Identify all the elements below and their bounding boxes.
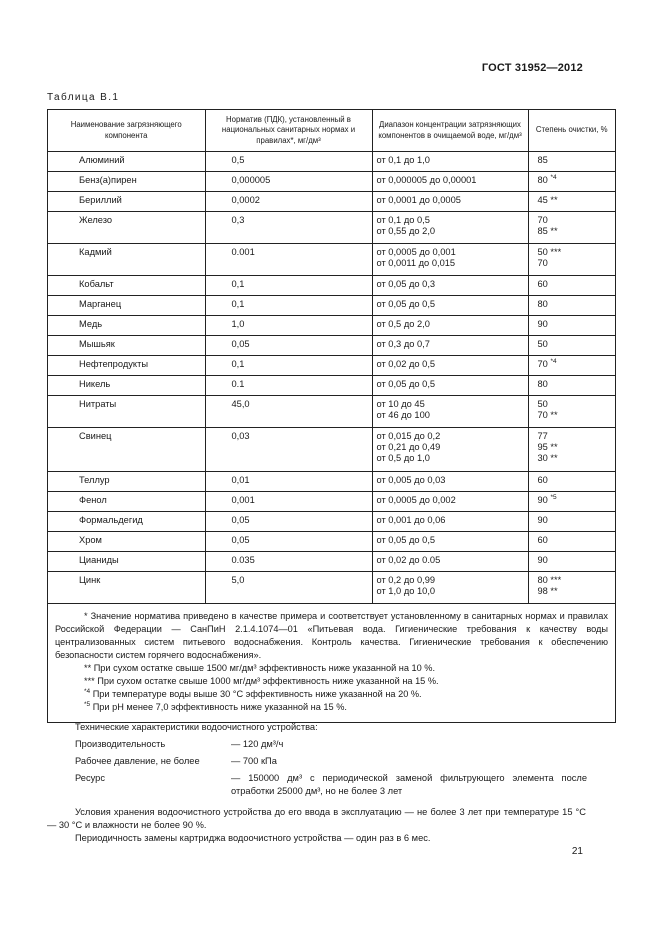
table-row [48,552,615,572]
footnote-mark: *5 [550,493,557,501]
cell-efficiency [528,472,615,492]
cell-range-text: от 0,005 до 0,03 [376,475,446,485]
tech-specs [75,721,587,798]
note-main: * Значение норматива приведено в качестве примера и соответствует установленному в санитарных нормах и правилах Российской Федерации — СанПиН 2.1.4.1074—01 «Питьевая вода. Гигиенические требования к качеству воды централизованных систем питьевого водоснабжения. Контроль качества. Гигиенические требования к обеспечению безопасности систем горячего водоснабжения». [55,611,608,660]
cell-component-name [48,552,205,572]
cell-efficiency [528,316,615,336]
cell-norm-text: 0,000005 [231,175,271,185]
cell-efficiency-text: 70 [537,359,548,369]
cell-efficiency [528,376,615,396]
cell-range-text: от 0,05 до 0,5 [376,535,436,545]
note-5 [55,701,608,714]
cell-efficiency-text: 60 [537,279,548,289]
replacement-paragraph: Периодичность замены картриджа водоочистного устройства — один раз в 6 мес. [75,833,431,844]
cell-range-text: от 0,0001 до 0,0005 [376,195,461,205]
cell-norm-text: 0,5 [231,155,245,165]
cell-component-name-text: Бериллий [79,195,122,205]
cell-norm-text: 0.1 [231,379,245,389]
cell-range [372,472,528,492]
table-row [48,212,615,244]
cell-range [372,376,528,396]
cell-range [372,552,528,572]
note-5-mark: *5 [84,700,91,708]
note-4-text: При температуре воды выше 30 °С эффективность ниже указанной на 20 %. [90,689,422,699]
cell-norm [205,212,372,244]
column-header-efficiency: Степень очистки, % [528,110,615,152]
cell-efficiency [528,572,615,604]
page-number: 21 [571,846,583,857]
cell-norm [205,244,372,276]
cell-efficiency [528,396,615,428]
cell-norm [205,376,372,396]
cell-range [372,336,528,356]
cell-range [372,356,528,376]
cell-efficiency-text: 90 [537,515,548,525]
cell-norm [205,512,372,532]
cell-norm-text: 0,3 [231,215,245,225]
cell-norm-text: 0,0002 [231,195,260,205]
cell-range [372,244,528,276]
tech-specs-title: Технические характеристики водоочистного устройства: [75,722,318,732]
table-row [48,396,615,428]
cell-efficiency [528,172,615,192]
cell-component-name [48,172,205,192]
cell-norm [205,472,372,492]
cell-norm [205,356,372,376]
cell-component-name-text: Цианиды [79,555,119,565]
cell-range-text: от 0,05 до 0,5 [376,379,436,389]
cell-efficiency-text: 70 85 ** [537,215,558,236]
cell-component-name [48,376,205,396]
spec-label: Производительность [75,739,166,749]
cell-component-name [48,532,205,552]
cell-component-name [48,428,205,472]
cell-efficiency [528,212,615,244]
cell-range-text: от 0,3 до 0,7 [376,339,430,349]
cell-efficiency-text: 90 [537,495,548,505]
cell-range [372,512,528,532]
cell-component-name [48,572,205,604]
cell-norm-text: 0,05 [231,339,250,349]
cell-component-name-text: Нитраты [79,399,117,409]
cell-norm [205,552,372,572]
cell-efficiency [528,336,615,356]
cell-efficiency-text: 80 [537,299,548,309]
cell-efficiency-text: 80 *** 98 ** [537,575,562,596]
cell-norm-text: 45,0 [231,399,250,409]
column-header-component: Наименование загрязняющего компонента [48,110,205,152]
cell-norm [205,492,372,512]
column-header-norm: Норматив (ПДК), установленный в национальных санитарных нормах и правилах*, мг/дм³ [205,110,372,152]
cell-component-name-text: Нефтепродукты [79,359,149,369]
table-notes [48,603,615,722]
table-header-row [48,110,615,152]
cell-component-name [48,212,205,244]
cell-norm [205,396,372,428]
cell-component-name-text: Марганец [79,299,122,309]
note-4-mark: *4 [84,687,91,695]
cell-component-name-text: Цинк [79,575,101,585]
cell-norm-text: 0,1 [231,359,245,369]
cell-range [372,532,528,552]
cell-component-name-text: Теллур [79,475,110,485]
cell-component-name-text: Фенол [79,495,107,505]
cell-range-text: от 0,02 до 0,5 [376,359,436,369]
cell-range-text: от 0,05 до 0,3 [376,279,436,289]
cell-range [372,212,528,244]
data-table [47,109,616,723]
cell-norm-text: 0.035 [231,555,255,565]
cell-norm [205,152,372,172]
cell-norm-text: 0,01 [231,475,250,485]
cell-norm-text: 0,03 [231,431,250,441]
cell-range [372,172,528,192]
cell-efficiency [528,296,615,316]
cell-range [372,316,528,336]
table-row [48,572,615,604]
table-row [48,244,615,276]
cell-range [372,492,528,512]
cell-component-name-text: Кобальт [79,279,114,289]
cell-norm [205,336,372,356]
table-row [48,512,615,532]
cell-norm-text: 0.001 [231,247,255,257]
cell-efficiency [528,552,615,572]
cell-efficiency-text: 50 70 ** [537,399,558,420]
cell-efficiency-text: 45 ** [537,195,558,205]
cell-range [372,396,528,428]
cell-component-name-text: Кадмий [79,247,112,257]
cell-component-name [48,396,205,428]
cell-efficiency [528,152,615,172]
cell-efficiency [528,428,615,472]
cell-component-name-text: Алюминий [79,155,125,165]
table-row [48,492,615,512]
cell-norm-text: 0,05 [231,535,250,545]
spec-row-resource [75,772,587,798]
cell-efficiency [528,244,615,276]
cell-component-name-text: Никель [79,379,111,389]
cell-efficiency [528,532,615,552]
spec-row-pressure [75,755,587,768]
cell-efficiency [528,356,615,376]
note-3: *** При сухом остатке свыше 1000 мг/дм³ эффективность ниже указанной на 15 %. [84,676,439,686]
cell-efficiency [528,512,615,532]
column-header-range: Диапазон концентрации затрязняющих компонентов в очищаемой воде, мг/дм³ [372,110,528,152]
spec-label: Ресурс [75,773,105,783]
cell-component-name [48,192,205,212]
cell-component-name-text: Формальдегид [79,515,143,525]
cell-efficiency [528,492,615,512]
note-5-text: При pH менее 7,0 эффективность ниже указанной на 15 %. [90,702,347,712]
table-row [48,428,615,472]
cell-norm-text: 0,1 [231,299,245,309]
cell-range-text: от 10 до 45 от 46 до 100 [376,399,430,420]
cell-component-name [48,472,205,492]
cell-efficiency-text: 60 [537,535,548,545]
cell-range [372,152,528,172]
cell-range-text: от 0,02 до 0.05 [376,555,441,565]
cell-norm-text: 0,05 [231,515,250,525]
cell-norm-text: 0,001 [231,495,255,505]
cell-norm [205,296,372,316]
cell-range-text: от 0,0005 до 0,001 от 0,0011 до 0,015 [376,247,456,268]
cell-component-name-text: Мышьяк [79,339,115,349]
cell-efficiency [528,276,615,296]
cell-component-name [48,316,205,336]
cell-component-name-text: Железо [79,215,113,225]
cell-component-name [48,244,205,276]
table-row [48,316,615,336]
cell-norm [205,172,372,192]
cell-range-text: от 0,5 до 2,0 [376,319,430,329]
cell-component-name [48,356,205,376]
cell-range-text: от 0,001 до 0,06 [376,515,446,525]
cell-component-name-text: Бенз(а)пирен [79,175,137,185]
table-row [48,192,615,212]
cell-component-name [48,296,205,316]
cell-norm-text: 0,1 [231,279,245,289]
cell-efficiency-text: 50 *** 70 [537,247,562,268]
cell-component-name [48,336,205,356]
cell-range-text: от 0,1 до 0,5 от 0,55 до 2,0 [376,215,436,236]
cell-norm [205,572,372,604]
cell-range-text: от 0,1 до 1,0 [376,155,430,165]
cell-range-text: от 0,2 до 0,99 от 1,0 до 10,0 [376,575,436,596]
cell-range-text: от 0,0005 до 0,002 [376,495,456,505]
cell-range [372,428,528,472]
cell-norm-text: 5,0 [231,575,245,585]
cell-efficiency [528,192,615,212]
cell-range [372,572,528,604]
cell-component-name [48,152,205,172]
cell-efficiency-text: 50 [537,339,548,349]
cell-norm [205,316,372,336]
table-row [48,296,615,316]
cell-efficiency-text: 77 95 ** 30 ** [537,431,558,463]
cell-norm [205,192,372,212]
note-2: ** При сухом остатке свыше 1500 мг/дм³ эффективность ниже указанной на 10 %. [84,663,435,673]
footnote-mark: *4 [550,357,557,365]
cell-norm [205,276,372,296]
cell-efficiency-text: 85 [537,155,548,165]
cell-efficiency-text: 60 [537,475,548,485]
cell-range-text: от 0,015 до 0,2 от 0,21 до 0,49 от 0,5 до 1,0 [376,431,441,463]
spec-value: — 120 дм³/ч [231,739,284,749]
cell-component-name-text: Хром [79,535,102,545]
cell-component-name-text: Свинец [79,431,112,441]
footnote-mark: *4 [550,173,557,181]
table-row [48,276,615,296]
cell-norm [205,428,372,472]
cell-component-name [48,512,205,532]
cell-norm [205,532,372,552]
table-row [48,376,615,396]
table-row [48,172,615,192]
cell-component-name [48,492,205,512]
table-row [48,472,615,492]
table-row [48,532,615,552]
storage-conditions-paragraph: Условия хранения водоочистного устройства до его ввода в эксплуатацию — не более 3 лет при температуре 15 °С — 30 °С и влажности не более 90 %. [47,807,586,831]
table-row [48,356,615,376]
table-row [48,336,615,356]
spec-label: Рабочее давление, не более [75,756,200,766]
table-row [48,152,615,172]
document-code: ГОСТ 31952—2012 [481,62,583,74]
cell-component-name-text: Медь [79,319,103,329]
spec-row-capacity [75,738,587,751]
cell-range [372,276,528,296]
cell-range [372,192,528,212]
cell-range-text: от 0,000005 до 0,00001 [376,175,477,185]
note-4 [55,688,608,701]
spec-value: — 150000 дм³ с периодической заменой фильтрующего элемента после отработки 25000 дм³, но не более 3 лет [231,773,587,796]
cell-efficiency-text: 90 [537,319,548,329]
table-title: Таблица В.1 [47,92,120,103]
spec-value: — 700 кПа [231,756,277,766]
cell-norm-text: 1,0 [231,319,245,329]
cell-efficiency-text: 90 [537,555,548,565]
cell-efficiency-text: 80 [537,379,548,389]
table-body [48,152,615,604]
cell-efficiency-text: 80 [537,175,548,185]
cell-component-name [48,276,205,296]
cell-range-text: от 0,05 до 0,5 [376,299,436,309]
cell-range [372,296,528,316]
